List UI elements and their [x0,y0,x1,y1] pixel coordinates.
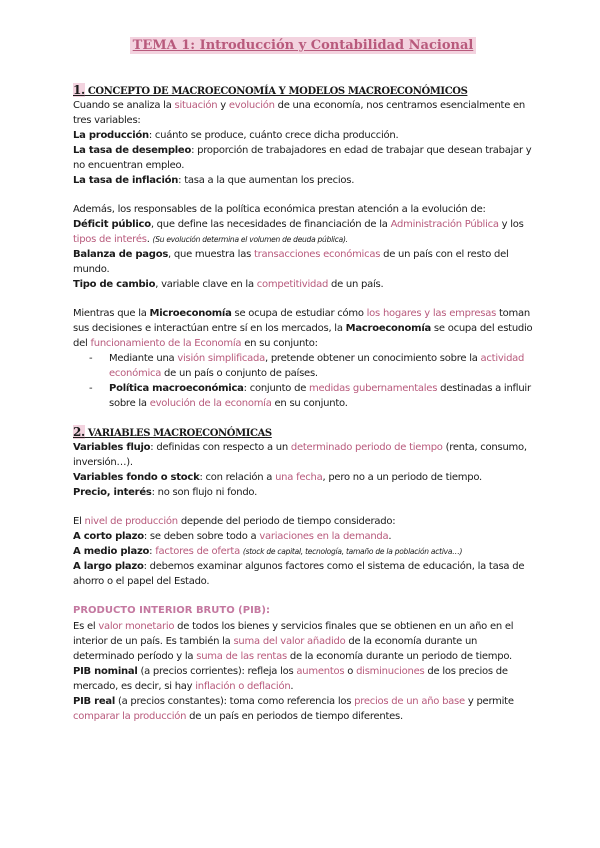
s1-balanza: Balanza de pagos, que muestra las transacciones económicas de un país con el resto del mundo. [73,249,509,275]
list-item: - Mediante una visión simplificada, pretende obtener un conocimiento sobre la actividad económica de un país o conjunto de países. [109,351,533,381]
s1-micro-macro: Mientras que la Microeconomía se ocupa de estudiar cómo los hogares y las empresas toman sus decisiones e interactúan entre sí en los mercados, la Macroeconomía se ocupa del estudio del funcionamiento de la Economía en su conjunto: [73,308,533,349]
s1-variable-inflation: La tasa de inflación: tasa a la que aumentan los precios. [73,175,355,186]
s2-flujo: Variables flujo: definidas con respecto a un determinado periodo de tiempo (renta, consumo, inversión…). [73,442,527,468]
pib-definition: Es el valor monetario de todos los bienes y servicios finales que se obtienen en un año en el interior de un país. Es también la suma del valor añadido de la economía durante un determinado período y la suma de las rentas de la economía durante un periodo de tiempo. [73,621,514,662]
s1-policy-intro: Además, los responsables de la política económica prestan atención a la evolución de: [73,204,486,215]
list-item: - Política macroeconómica: conjunto de medidas gubernamentales destinadas a influir sobre la evolución de la economía en su conjunto. [109,381,533,411]
pib-real: PIB real (a precios constantes): toma como referencia los precios de un año base y permite comparar la producción de un país en periodos de tiempo diferentes. [73,696,514,722]
pib-heading: PRODUCTO INTERIOR BRUTO (PIB): [73,605,270,616]
page-title: TEMA 1: Introducción y Contabilidad Nacional [130,37,477,54]
s2-corto: A corto plazo: se deben sobre todo a variaciones en la demanda. [73,531,392,542]
pib-nominal: PIB nominal (a precios corrientes): refleja los aumentos o disminuciones de los precios de mercado, es decir, si hay inflación o deflación. [73,666,508,692]
s2-largo: A largo plazo: debemos examinar algunos factores como el sistema de educación, la tasa de ahorro o el papel del Estado. [73,561,525,587]
s1-variable-production: La producción: cuánto se produce, cuánto crece dicha producción. [73,130,399,141]
s1-intro: Cuando se analiza la situación y evolución de una economía, nos centramos esencialmente en tres variables: [73,100,526,126]
s1-deficit: Déficit público, que define las necesidades de financiación de la Administración Pública y los tipos de interés. (Su evolución determina el volumen de deuda pública). [73,219,524,245]
section-1-heading: 1. CONCEPTO DE MACROECONOMÍA Y MODELOS MACROECONÓMICOS [73,83,468,97]
s2-medio: A medio plazo: factores de oferta (stock de capital, tecnología, tamaño de la población activa…) [73,546,463,557]
document-page [73,34,533,724]
s1-bullet-list [73,351,533,411]
s2-precio: Precio, interés: no son flujo ni fondo. [73,487,258,498]
s1-variable-unemployment: La tasa de desempleo: proporción de trabajadores en edad de trabajar que desean trabajar y no encuentran empleo. [73,145,532,171]
s2-stock: Variables fondo o stock: con relación a una fecha, pero no a un periodo de tiempo. [73,472,482,483]
s2-nivel: El nivel de producción depende del periodo de tiempo considerado: [73,516,396,527]
section-2-heading: 2. VARIABLES MACROECONÓMICAS [73,425,272,439]
s1-tipo-cambio: Tipo de cambio, variable clave en la competitividad de un país. [73,279,384,290]
